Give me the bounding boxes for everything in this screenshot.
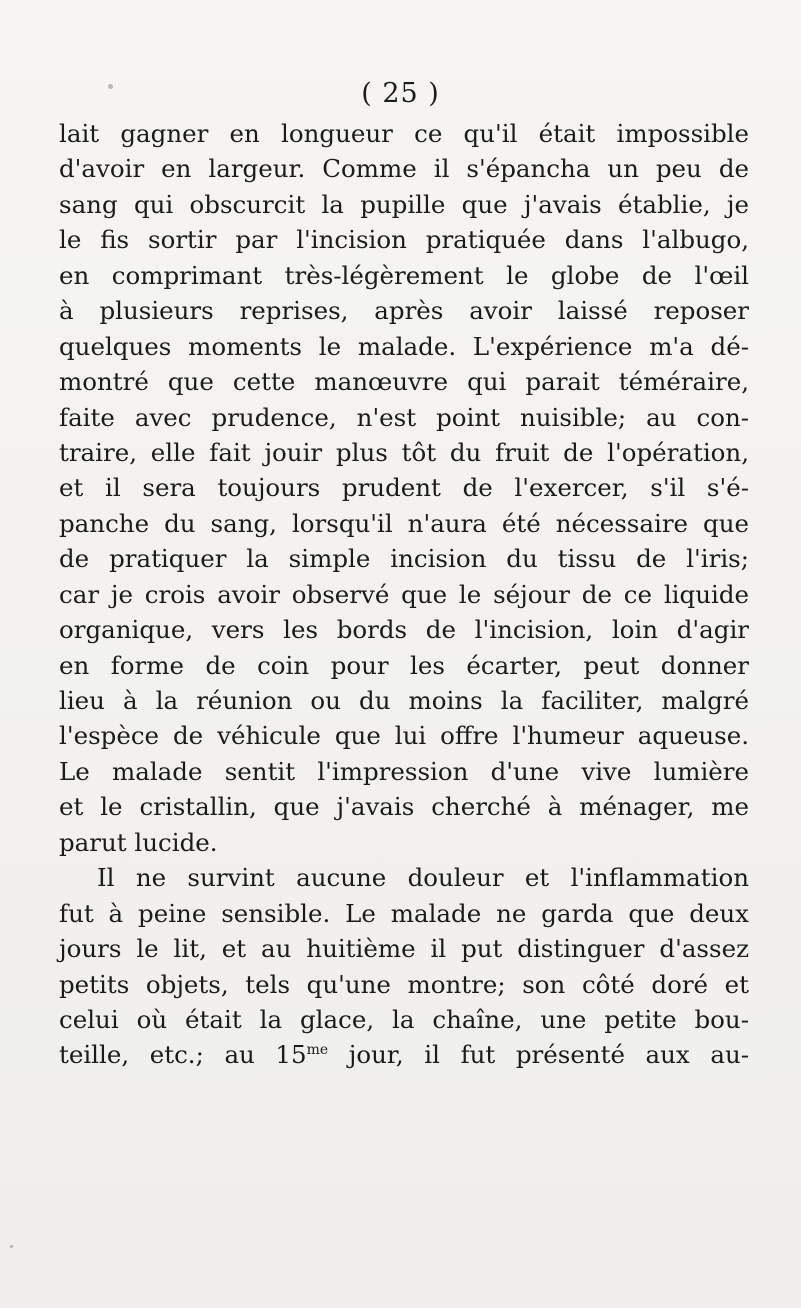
text-line: quelques moments le malade. L'expérience m'a dé-	[59, 331, 749, 361]
text-line: sang qui obscurcit la pupille que j'avais établie, je	[59, 189, 749, 219]
text-line: fut à peine sensible. Le malade ne garda que deux	[59, 898, 749, 928]
paper-speck	[10, 1245, 13, 1248]
text-line: à plusieurs reprises, après avoir laissé reposer	[59, 296, 749, 326]
text-line: et il sera toujours prudent de l'exercer, s'il s'é-	[59, 473, 749, 503]
text-line: d'avoir en largeur. Comme il s'épancha un peu de	[59, 154, 749, 184]
text-line: Il ne survint aucune douleur et l'inflammation	[97, 863, 749, 893]
line-end: jour, il fut présenté aux au-	[328, 1040, 750, 1070]
text-line: lait gagner en longueur ce qu'il était impossible	[59, 119, 749, 148]
text-line: traire, elle fait jouir plus tôt du fruit de l'opération,	[59, 437, 749, 467]
text-line: et le cristallin, que j'avais cherché à ménager, me	[59, 792, 749, 822]
text-line: faite avec prudence, n'est point nuisible; au con-	[59, 402, 749, 432]
text-line: jours le lit, et au huitième il put distinguer d'assez	[59, 934, 749, 964]
text-line: petits objets, tels qu'une montre; son côté doré et	[59, 969, 749, 999]
text-line: lieu à la réunion ou du moins la faciliter, malgré	[59, 686, 749, 715]
text-line: l'espèce de véhicule que lui offre l'humeur aqueuse.	[59, 721, 749, 751]
text-line: montré que cette manœuvre qui parait téméraire,	[59, 367, 749, 397]
text-line: parut lucide.	[59, 827, 218, 857]
line-start: teille, etc.; au 15	[59, 1040, 307, 1070]
text-line: car je crois avoir observé que le séjour de ce liquide	[59, 579, 749, 609]
paragraph-1	[59, 116, 749, 860]
text-line: celui où était la glace, la chaîne, une petite bou-	[59, 1004, 749, 1034]
text-line-final	[59, 1037, 749, 1072]
paragraph-2	[59, 860, 749, 1073]
text-line: organique, vers les bords de l'incision, loin d'agir	[59, 615, 749, 645]
paper-speck	[108, 84, 113, 89]
text-line: de pratiquer la simple incision du tissu de l'iris;	[59, 544, 749, 574]
body-text	[59, 116, 749, 1073]
text-line: en forme de coin pour les écarter, peut donner	[59, 650, 749, 680]
text-line: panche du sang, lorsqu'il n'aura été nécessaire que	[59, 508, 749, 538]
text-line: Le malade sentit l'impression d'une vive lumière	[59, 756, 749, 786]
text-line: le fis sortir par l'incision pratiquée dans l'albugo,	[59, 225, 749, 255]
text-line: en comprimant très-légèrement le globe de l'œil	[59, 260, 749, 290]
ordinal-superscript: me	[306, 1042, 329, 1059]
page-number: ( 25 )	[361, 78, 440, 109]
